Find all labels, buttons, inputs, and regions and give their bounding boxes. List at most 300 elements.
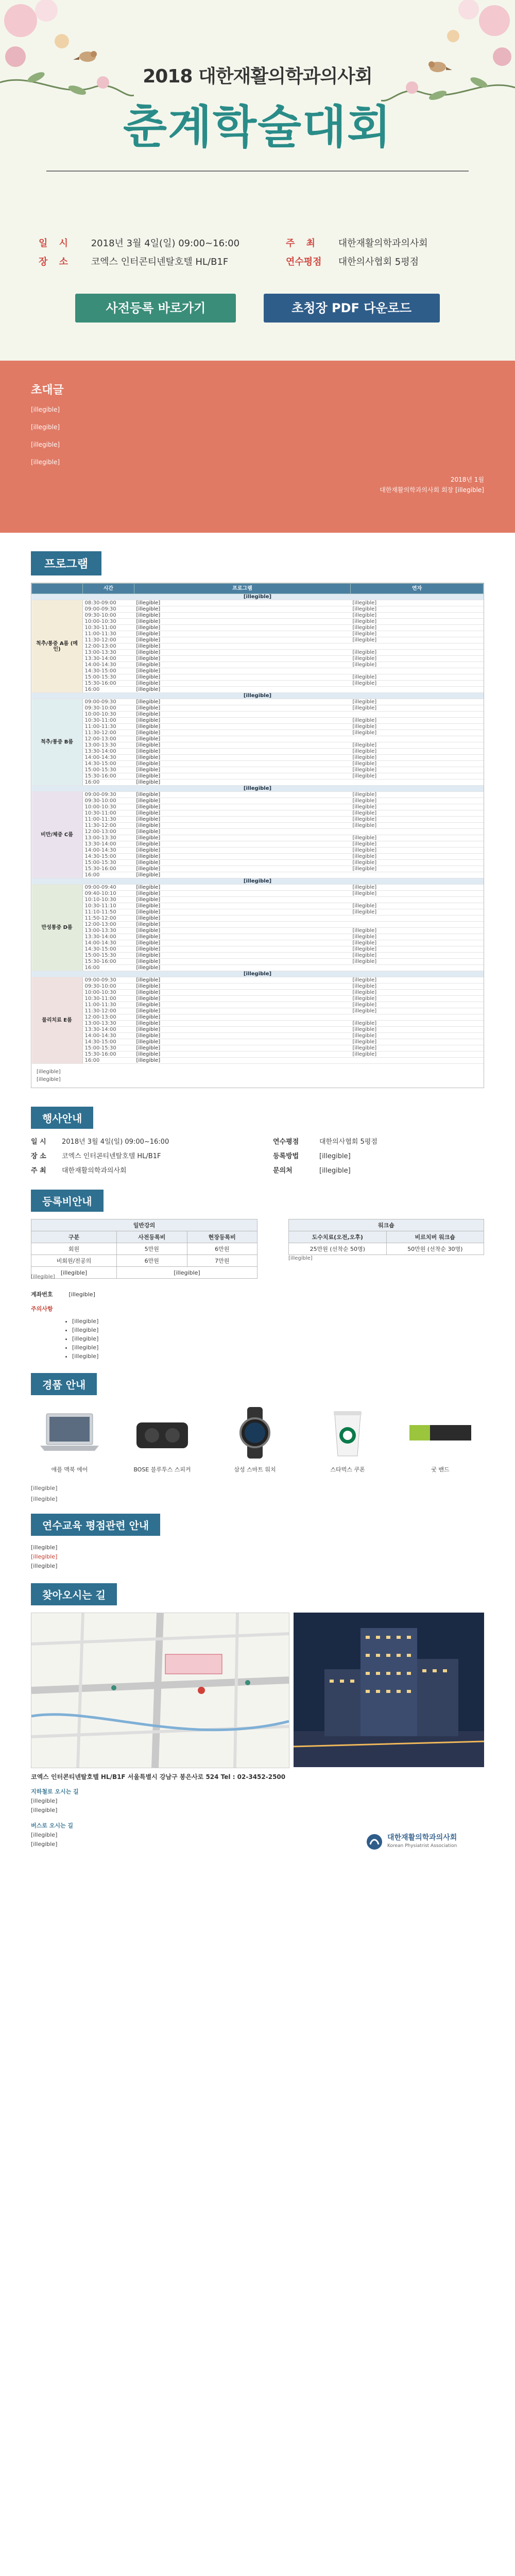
fee-right-note: [illegible] (288, 1256, 313, 1261)
program-row (32, 724, 484, 730)
program-speaker: [illegible] (351, 619, 484, 625)
subway-line: [illegible] (31, 1798, 58, 1804)
program-row (32, 872, 484, 878)
program-table-wrapper (31, 583, 484, 1088)
hero-info-row (39, 253, 239, 272)
prize-caption: 삼성 스마트 워치 (234, 1466, 276, 1473)
payment-account-label: 계좌번호 (31, 1291, 53, 1298)
program-title: [illegible] (134, 773, 351, 779)
program-time: 13:00-13:30 (82, 650, 134, 656)
fee-col-header: 사전등록비 (117, 1231, 187, 1243)
credit-section-title: 연수교육 평점관련 안내 (31, 1514, 160, 1536)
credit-section (0, 1503, 515, 1571)
program-speaker: [illegible] (351, 810, 484, 817)
hero-info-value: 코엑스 인터콘티넨탈호텔 HL/B1F (91, 257, 229, 267)
program-row (32, 1014, 484, 1021)
program-title: [illegible] (134, 953, 351, 959)
program-row (32, 767, 484, 773)
program-track-label: 척추/통증 A룸 (메인) (32, 600, 83, 693)
program-row (32, 909, 484, 916)
program-row (32, 761, 484, 767)
program-row (32, 668, 484, 674)
program-row (32, 792, 484, 798)
program-col-header: 프로그램 (134, 584, 351, 594)
program-speaker: [illegible] (351, 891, 484, 897)
program-title: [illegible] (134, 897, 351, 903)
program-speaker (351, 736, 484, 742)
program-speaker: [illegible] (351, 674, 484, 681)
program-speaker: [illegible] (351, 804, 484, 810)
program-block-header (32, 594, 484, 600)
caution-item: • [illegible] (72, 1352, 484, 1361)
program-time: 08:30-09:00 (82, 600, 134, 606)
program-block-header (32, 971, 484, 977)
program-speaker: [illegible] (351, 606, 484, 613)
program-title: [illegible] (134, 965, 351, 971)
program-time: 09:00-09:40 (82, 885, 134, 891)
program-row (32, 1039, 484, 1045)
event-info-box (31, 1136, 484, 1185)
caution-row (31, 1304, 484, 1314)
program-row (32, 643, 484, 650)
program-time: 13:00-13:30 (82, 1021, 134, 1027)
program-speaker (351, 643, 484, 650)
program-block-header-cell: [illegible] (32, 878, 484, 885)
pre-registration-button[interactable]: 사전등록 바로가기 (75, 294, 236, 323)
program-speaker: [illegible] (351, 1045, 484, 1052)
program-time: 15:30-16:00 (82, 1052, 134, 1058)
program-speaker (351, 687, 484, 693)
program-row (32, 990, 484, 996)
prize-note: [illegible] (31, 1496, 58, 1502)
program-row (32, 854, 484, 860)
program-speaker (351, 1014, 484, 1021)
fee-cell: [illegible] (117, 1267, 258, 1279)
association-logo-name: 대한재활의학과의사회 (387, 1834, 457, 1842)
program-row (32, 736, 484, 742)
program-time: 11:30-12:00 (82, 823, 134, 829)
prize-caption: 굿 밴드 (431, 1466, 450, 1473)
hero-info-label: 일 시 (39, 238, 73, 249)
prize-section-title: 경품 안내 (31, 1373, 97, 1395)
program-time: 09:00-09:30 (82, 792, 134, 798)
event-info-key: 연수평점 (273, 1138, 299, 1146)
program-title: [illegible] (134, 1045, 351, 1052)
program-speaker: [illegible] (351, 699, 484, 705)
prize-item (216, 1404, 294, 1473)
program-speaker: [illegible] (351, 755, 484, 761)
program-time: 12:00-13:00 (82, 1014, 134, 1021)
program-row (32, 891, 484, 897)
program-speaker (351, 916, 484, 922)
program-row (32, 984, 484, 990)
prize-item (31, 1404, 108, 1473)
event-info-key: 등록방법 (273, 1153, 299, 1160)
program-time: 16:00 (82, 687, 134, 693)
band-icon (402, 1404, 479, 1461)
program-title: [illegible] (134, 1021, 351, 1027)
association-logo-icon (366, 1833, 383, 1851)
program-speaker: [illegible] (351, 848, 484, 854)
program-track-label: 만성통증 D룸 (32, 885, 83, 971)
program-title: [illegible] (134, 1058, 351, 1064)
program-row (32, 681, 484, 687)
program-row (32, 606, 484, 613)
program-row (32, 916, 484, 922)
fee-col-header: 현장등록비 (187, 1231, 258, 1243)
program-time: 11:30-12:00 (82, 730, 134, 736)
program-row (32, 1052, 484, 1058)
location-map-icon[interactable] (31, 1613, 289, 1768)
program-time: 09:30-10:00 (82, 705, 134, 711)
program-speaker: [illegible] (351, 885, 484, 891)
program-title: [illegible] (134, 940, 351, 946)
program-time: 10:00-10:30 (82, 711, 134, 718)
program-row (32, 650, 484, 656)
program-title: [illegible] (134, 681, 351, 687)
program-speaker: [illegible] (351, 996, 484, 1002)
directions-media (31, 1613, 484, 1767)
program-title: [illegible] (134, 761, 351, 767)
event-info-row (31, 1150, 161, 1163)
program-time: 09:00-09:30 (82, 699, 134, 705)
program-title: [illegible] (134, 916, 351, 922)
program-title: [illegible] (134, 779, 351, 786)
program-block-header (32, 786, 484, 792)
program-title: [illegible] (134, 755, 351, 761)
program-title: [illegible] (134, 990, 351, 996)
program-time: 13:30-14:00 (82, 934, 134, 940)
program-title: [illegible] (134, 1052, 351, 1058)
program-row (32, 1002, 484, 1008)
program-title: [illegible] (134, 637, 351, 643)
program-title: [illegible] (134, 866, 351, 872)
event-info-section (0, 1093, 515, 1185)
fee-cell: 5만원 (117, 1243, 187, 1255)
caution-item: • [illegible] (72, 1317, 484, 1326)
program-row (32, 817, 484, 823)
program-speaker (351, 922, 484, 928)
program-row (32, 637, 484, 643)
program-track-label: 비만/체중 C룸 (32, 792, 83, 878)
program-row (32, 885, 484, 891)
program-speaker: [illegible] (351, 773, 484, 779)
program-speaker: [illegible] (351, 1033, 484, 1039)
program-time: 15:00-15:30 (82, 674, 134, 681)
program-title: [illegible] (134, 1002, 351, 1008)
event-info-key: 주 최 (31, 1167, 46, 1175)
program-title: [illegible] (134, 903, 351, 909)
program-title: [illegible] (134, 1014, 351, 1021)
program-time: 15:30-16:00 (82, 959, 134, 965)
fee-left-note: [illegible] (31, 1274, 55, 1280)
event-info-row (273, 1165, 351, 1177)
program-speaker: [illegible] (351, 761, 484, 767)
association-logo (366, 1832, 484, 1852)
association-logo-english: Korean Physiatrist Association (387, 1843, 457, 1849)
payment-account-row (31, 1290, 484, 1299)
program-speaker: [illegible] (351, 946, 484, 953)
program-title: [illegible] (134, 885, 351, 891)
program-speaker: [illegible] (351, 742, 484, 749)
program-title: [illegible] (134, 699, 351, 705)
program-title: [illegible] (134, 841, 351, 848)
program-block-header-cell: [illegible] (32, 693, 484, 699)
program-title: [illegible] (134, 674, 351, 681)
prize-items (31, 1404, 484, 1482)
program-row (32, 656, 484, 662)
event-info-key: 장 소 (31, 1153, 46, 1160)
association-logo-text (387, 1834, 457, 1850)
greeting-title: 초대글 (31, 384, 64, 397)
program-time: 13:30-14:00 (82, 1027, 134, 1033)
program-speaker: [illegible] (351, 1008, 484, 1014)
program-speaker: [illegible] (351, 730, 484, 736)
program-title: [illegible] (134, 668, 351, 674)
program-row (32, 965, 484, 971)
caution-label: 주의사항 (31, 1306, 53, 1312)
hero-info-right (286, 234, 428, 272)
program-title: [illegible] (134, 631, 351, 637)
program-title: [illegible] (134, 804, 351, 810)
program-speaker: [illegible] (351, 631, 484, 637)
event-info-key: 일 시 (31, 1138, 46, 1146)
hero-info-row (39, 234, 239, 253)
program-time: 11:10-11:50 (82, 909, 134, 916)
laptop-icon (31, 1404, 108, 1461)
program-speaker: [illegible] (351, 953, 484, 959)
program-speaker: [illegible] (351, 662, 484, 668)
program-time: 14:00-14:30 (82, 662, 134, 668)
program-block-header-cell: [illegible] (32, 971, 484, 977)
program-time: 10:30-11:00 (82, 718, 134, 724)
program-time: 16:00 (82, 872, 134, 878)
program-row (32, 1058, 484, 1064)
greeting-section (0, 361, 515, 533)
credit-body (31, 1543, 484, 1571)
subway-line: [illegible] (31, 1807, 58, 1814)
fee-cell: 7만원 (187, 1255, 258, 1267)
program-row (32, 804, 484, 810)
program-time: 15:00-15:30 (82, 1045, 134, 1052)
fee-cell: 회원 (31, 1243, 117, 1255)
program-title: [illegible] (134, 810, 351, 817)
program-time: 10:30-11:00 (82, 625, 134, 631)
program-time: 12:00-13:00 (82, 736, 134, 742)
program-time: 13:30-14:00 (82, 749, 134, 755)
program-title: [illegible] (134, 724, 351, 730)
program-time: 12:00-13:00 (82, 643, 134, 650)
program-title: [illegible] (134, 946, 351, 953)
program-title: [illegible] (134, 662, 351, 668)
program-speaker: [illegible] (351, 854, 484, 860)
program-row (32, 742, 484, 749)
program-title: [illegible] (134, 650, 351, 656)
caution-list (72, 1317, 484, 1361)
event-info-row (31, 1165, 127, 1177)
program-row (32, 773, 484, 779)
program-time: 14:30-15:00 (82, 668, 134, 674)
fee-cell: 비회원/전공의 (31, 1255, 117, 1267)
program-row (32, 903, 484, 909)
hero-subtitle: 2018 대한재활의학과의사회 (143, 66, 372, 87)
fee-col-header: 비르치버 워크숍 (386, 1231, 484, 1243)
program-speaker: [illegible] (351, 656, 484, 662)
program-row (32, 1008, 484, 1014)
program-section-title: 프로그램 (31, 551, 101, 575)
program-row (32, 619, 484, 625)
workshop-fee-table (288, 1219, 484, 1255)
program-row (32, 946, 484, 953)
program-time: 10:30-11:10 (82, 903, 134, 909)
program-speaker: [illegible] (351, 835, 484, 841)
event-info-section-title: 행사안내 (31, 1107, 93, 1129)
directions-section (0, 1571, 515, 1859)
program-title: [illegible] (134, 600, 351, 606)
program-title: [illegible] (134, 792, 351, 798)
program-title: [illegible] (134, 835, 351, 841)
program-speaker: [illegible] (351, 990, 484, 996)
program-speaker: [illegible] (351, 959, 484, 965)
program-note: [illegible] (37, 1069, 61, 1075)
caution-item: • [illegible] (72, 1326, 484, 1334)
program-speaker: [illegible] (351, 650, 484, 656)
event-info-value: 대한재활의학과의사회 (62, 1167, 127, 1175)
program-title: [illegible] (134, 767, 351, 773)
program-time: 14:00-14:30 (82, 940, 134, 946)
program-row (32, 934, 484, 940)
program-title: [illegible] (134, 798, 351, 804)
prize-section (0, 1361, 515, 1503)
hero-divider (46, 171, 469, 172)
program-time: 09:00-09:30 (82, 977, 134, 984)
program-row (32, 940, 484, 946)
program-title: [illegible] (134, 606, 351, 613)
program-time: 11:30-12:00 (82, 637, 134, 643)
program-speaker: [illegible] (351, 1027, 484, 1033)
program-speaker: [illegible] (351, 817, 484, 823)
program-speaker: [illegible] (351, 909, 484, 916)
program-time: 15:00-15:30 (82, 953, 134, 959)
bus-line: [illegible] (31, 1832, 58, 1838)
registration-fee-section (0, 1185, 515, 1361)
program-row (32, 996, 484, 1002)
program-col-header (32, 584, 83, 594)
program-row (32, 662, 484, 668)
venue-address: 코엑스 인터콘티넨탈호텔 HL/B1F 서울특별시 강남구 봉은사로 524 Tel : 02-3452-2500 (31, 1773, 286, 1781)
prize-caption: BOSE 블루투스 스피커 (133, 1466, 191, 1473)
caution-item: • [illegible] (72, 1334, 484, 1343)
program-time: 11:30-12:00 (82, 1008, 134, 1014)
fee-cell: 6만원 (117, 1255, 187, 1267)
program-row (32, 779, 484, 786)
program-title: [illegible] (134, 742, 351, 749)
hotel-photo-icon (294, 1613, 484, 1767)
program-speaker: [illegible] (351, 928, 484, 934)
program-row (32, 749, 484, 755)
program-row (32, 798, 484, 804)
program-row (32, 841, 484, 848)
program-speaker: [illegible] (351, 681, 484, 687)
program-row (32, 625, 484, 631)
program-speaker (351, 711, 484, 718)
program-time: 14:30-15:00 (82, 854, 134, 860)
greeting-paragraph: [illegible] (31, 441, 60, 448)
program-speaker: [illegible] (351, 903, 484, 909)
prize-item (402, 1404, 479, 1473)
event-info-value: [illegible] (319, 1153, 351, 1160)
hero-info-value: 2018년 3월 4일(일) 09:00~16:00 (91, 238, 240, 249)
invitation-pdf-download-button[interactable]: 초청장 PDF 다운로드 (264, 294, 440, 323)
program-title: [illegible] (134, 619, 351, 625)
general-lecture-fee-table (31, 1219, 258, 1279)
program-time: 14:00-14:30 (82, 1033, 134, 1039)
prize-caption: 애플 맥북 에어 (51, 1466, 88, 1473)
program-row (32, 848, 484, 854)
greeting-signature: 대한재활의학과의사회 회장 [illegible] (380, 486, 484, 494)
event-info-value: 대한의사협회 5평점 (319, 1138, 377, 1146)
program-speaker: [illegible] (351, 934, 484, 940)
program-row (32, 600, 484, 606)
program-time: 09:30-10:00 (82, 798, 134, 804)
program-time: 13:30-14:00 (82, 841, 134, 848)
program-row (32, 687, 484, 693)
fee-tables (31, 1219, 484, 1285)
program-table (31, 583, 484, 1064)
program-row (32, 699, 484, 705)
program-time: 10:30-11:00 (82, 996, 134, 1002)
hero-info-value: 대한의사협회 5평점 (338, 257, 419, 267)
program-time: 10:00-10:30 (82, 804, 134, 810)
program-section (0, 533, 515, 1093)
program-row (32, 922, 484, 928)
program-time: 12:00-13:00 (82, 829, 134, 835)
program-time: 14:30-15:00 (82, 761, 134, 767)
event-info-value: 코엑스 인터콘티넨탈호텔 HL/B1F (62, 1153, 161, 1160)
program-row (32, 977, 484, 984)
program-track-label: 물리치료 E룸 (32, 977, 83, 1064)
program-title: [illegible] (134, 736, 351, 742)
program-notes (31, 1064, 484, 1088)
program-row (32, 860, 484, 866)
program-speaker: [illegible] (351, 823, 484, 829)
program-time: 10:00-10:30 (82, 619, 134, 625)
greeting-date: 2018년 1월 (450, 476, 484, 483)
program-title: [illegible] (134, 749, 351, 755)
program-time: 09:30-10:00 (82, 984, 134, 990)
hero-info-row (286, 253, 428, 272)
program-time: 10:30-11:00 (82, 810, 134, 817)
program-title: [illegible] (134, 996, 351, 1002)
program-time: 09:00-09:30 (82, 606, 134, 613)
payment-account-value: [illegible] (68, 1291, 95, 1298)
program-title: [illegible] (134, 977, 351, 984)
hero-info-label: 연수평점 (286, 257, 322, 267)
fee-cell: 25만원 (선착순 50명) (289, 1243, 387, 1255)
speaker-icon (124, 1404, 201, 1461)
program-row (32, 835, 484, 841)
program-speaker (351, 829, 484, 835)
program-speaker: [illegible] (351, 841, 484, 848)
prize-item (124, 1404, 201, 1473)
caution-item: • [illegible] (72, 1343, 484, 1352)
event-info-value: [illegible] (319, 1167, 351, 1175)
program-speaker (351, 668, 484, 674)
program-title: [illegible] (134, 959, 351, 965)
program-time: 15:30-16:00 (82, 773, 134, 779)
program-time: 14:00-14:30 (82, 755, 134, 761)
coffee-coupon-icon (309, 1404, 386, 1461)
